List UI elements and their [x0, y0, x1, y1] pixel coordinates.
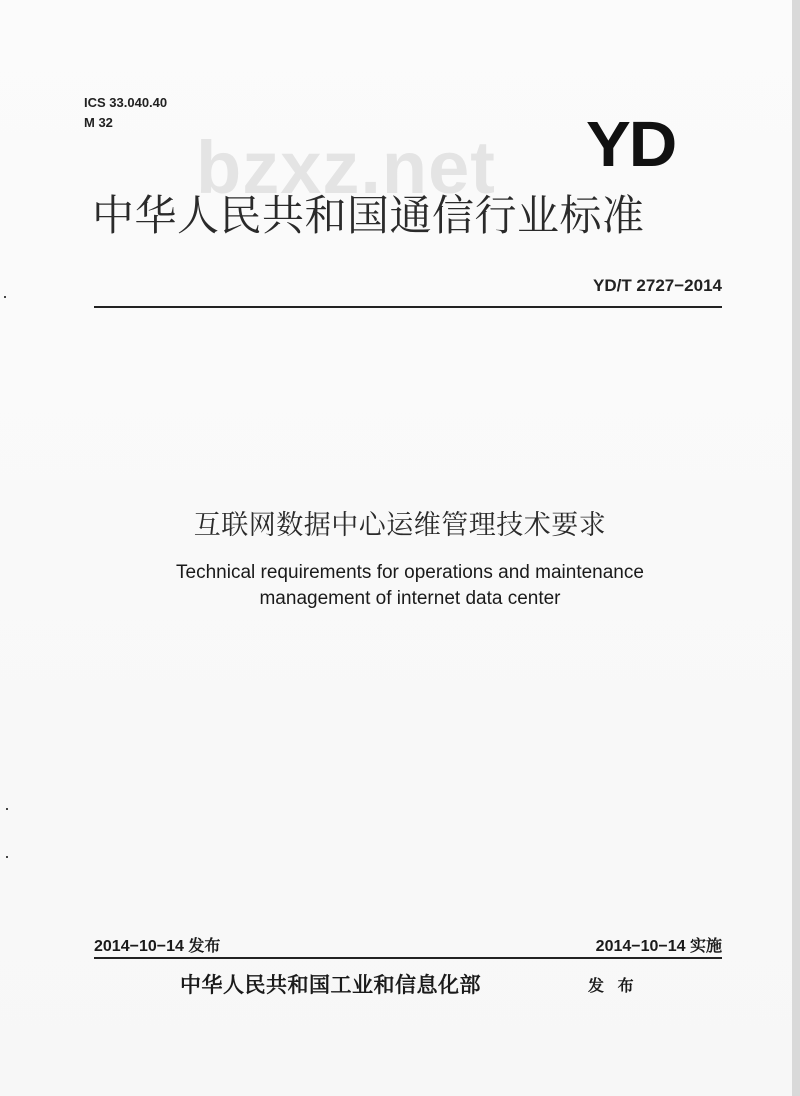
issue-date: 2014−10−14 发布 [94, 938, 221, 955]
standard-number: YD/T 2727−2014 [592, 276, 722, 295]
document-title-english [0, 560, 800, 612]
issuing-authority: 中华人民共和国工业和信息化部 [180, 972, 481, 997]
scan-speck [6, 808, 8, 810]
ccs-code: M 32 [84, 115, 113, 130]
org-title: 中华人民共和国通信行业标准 [92, 191, 645, 240]
scan-speck [4, 296, 6, 298]
yd-logo: YD [586, 108, 676, 180]
ics-code: ICS 33.040.40 [84, 95, 168, 110]
issuer-suffix: 发 布 [588, 976, 638, 995]
implementation-date: 2014−10−14 实施 [595, 938, 722, 955]
top-divider [94, 306, 722, 308]
english-title-line-2: management of internet data center [259, 588, 561, 609]
watermark: bzxz.net [196, 126, 496, 209]
document-title-chinese: 互联网数据中心运维管理技术要求 [193, 510, 607, 541]
english-title-line-1: Technical requirements for operations and maintenance [176, 562, 644, 583]
page-edge-shadow [792, 0, 800, 1096]
bottom-divider [94, 957, 722, 959]
scan-speck [6, 856, 8, 858]
